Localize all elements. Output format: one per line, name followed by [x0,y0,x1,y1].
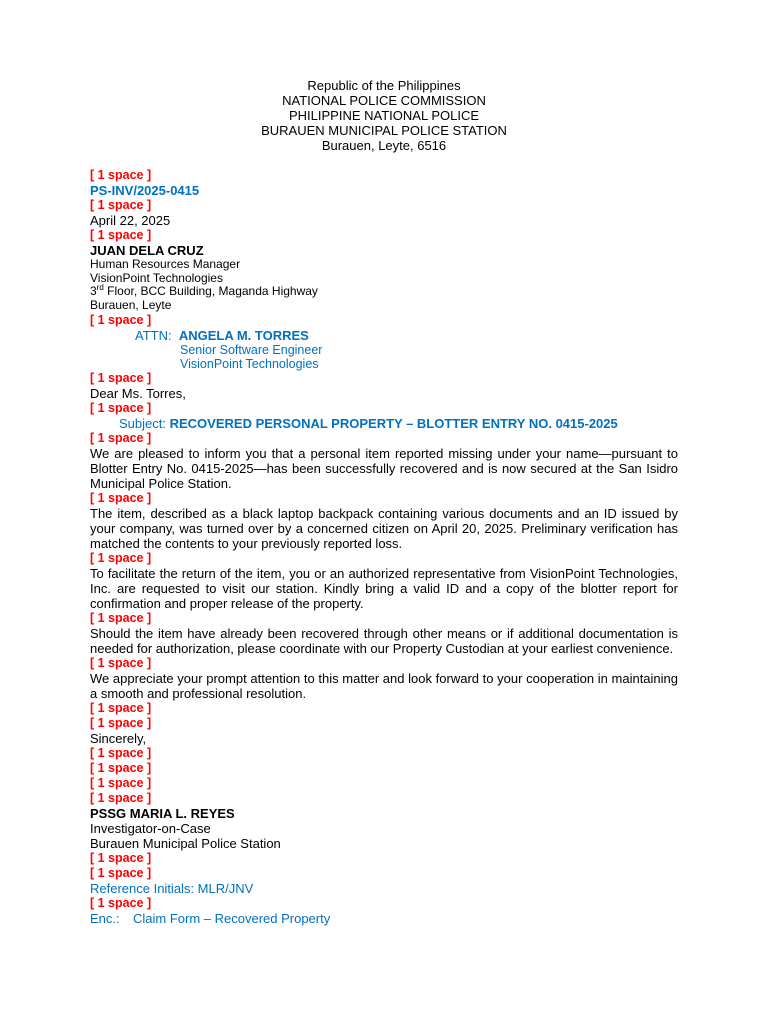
space-marker: [ 1 space ] [90,430,152,445]
signatory-position: Investigator-on-Case [90,820,211,836]
attention-title: Senior Software Engineer [180,342,323,357]
subject-line [90,416,678,431]
space-marker: [ 1 space ] [90,490,152,505]
letterhead-station: BURAUEN MUNICIPAL POLICE STATION [261,123,507,138]
body-paragraph: Should the item have already been recovered through other means or if additional documentation is needed for authorization, please coordinate with our Property Custodian at your earliest convenience. [90,625,678,656]
address-rest: Floor, BCC Building, Maganda Highway [103,284,318,299]
signatory-name: PSSG MARIA L. REYES [90,805,235,821]
enclosure-text: Claim Form – Recovered Property [133,910,331,926]
recipient-address [90,285,678,299]
recipient-company: VisionPoint Technologies [90,270,223,285]
space-marker: [ 1 space ] [90,790,152,805]
space-marker: [ 1 space ] [90,168,152,182]
enclosure-label: Enc.: [90,910,120,926]
space-marker: [ 1 space ] [90,228,152,242]
space-marker: [ 1 space ] [90,700,152,715]
space-marker: [ 1 space ] [90,895,152,910]
recipient-name: JUAN DELA CRUZ [90,243,204,258]
space-marker: [ 1 space ] [90,760,152,775]
letterhead-agency: PHILIPPINE NATIONAL POLICE [289,108,479,123]
recipient-city: Burauen, Leyte [90,298,172,313]
letter-page [90,78,678,926]
letterhead-country: Republic of the Philippines [307,78,461,93]
letterhead-commission: NATIONAL POLICE COMMISSION [282,93,486,108]
enclosure-line [90,911,678,926]
space-marker: [ 1 space ] [90,745,152,760]
space-marker: [ 1 space ] [90,775,152,790]
space-marker: [ 1 space ] [90,610,152,625]
attention-label: ATTN: [135,327,172,343]
reference-initials: Reference Initials: MLR/JNV [90,880,254,896]
space-marker: [ 1 space ] [90,865,152,880]
salutation: Dear Ms. Torres, [90,385,186,401]
floor-ordinal: rd [96,283,104,293]
attention-company: VisionPoint Technologies [180,356,319,371]
space-marker: [ 1 space ] [90,850,152,865]
subject-text: RECOVERED PERSONAL PROPERTY – BLOTTER ENTRY NO. 0415-2025 [169,415,618,431]
floor-number: 3 [90,284,97,299]
signatory-station: Burauen Municipal Police Station [90,835,281,851]
recipient-title: Human Resources Manager [90,257,241,271]
body-paragraph: The item, described as a black laptop backpack containing various documents and an ID issued by your company, was turned over by a concerned citizen on April 20, 2025. Preliminary verification has matched the contents to your previously reported loss. [90,505,678,551]
body-paragraph: We are pleased to inform you that a personal item reported missing under your name—pursuant to Blotter Entry No. 0415-2025—has been successfully recovered and is now secured at the San Isidro Municipal Police Station. [90,445,678,491]
subject-label: Subject: [119,415,166,431]
letterhead [90,78,678,153]
space-marker: [ 1 space ] [90,655,152,670]
letterhead-address: Burauen, Leyte, 6516 [321,138,447,153]
space-marker: [ 1 space ] [90,400,152,415]
body-paragraph: We appreciate your prompt attention to this matter and look forward to your cooperation in maintaining a smooth and professional resolution. [90,670,678,701]
body-paragraph: To facilitate the return of the item, you or an authorized representative from VisionPoint Technologies, Inc. are requested to visit our station. Kindly bring a valid ID and a copy of the blotter report for confirmation and proper release of the property. [90,565,678,611]
attention-name: ANGELA M. TORRES [178,327,309,343]
attention-line [90,328,678,343]
space-marker: [ 1 space ] [90,312,152,327]
space-marker: [ 1 space ] [90,550,152,565]
closing: Sincerely, [90,730,147,746]
space-marker: [ 1 space ] [90,715,152,730]
letter-date: April 22, 2025 [90,213,171,228]
reference-number: PS-INV/2025-0415 [90,183,200,198]
space-marker: [ 1 space ] [90,370,152,385]
space-marker: [ 1 space ] [90,198,152,212]
